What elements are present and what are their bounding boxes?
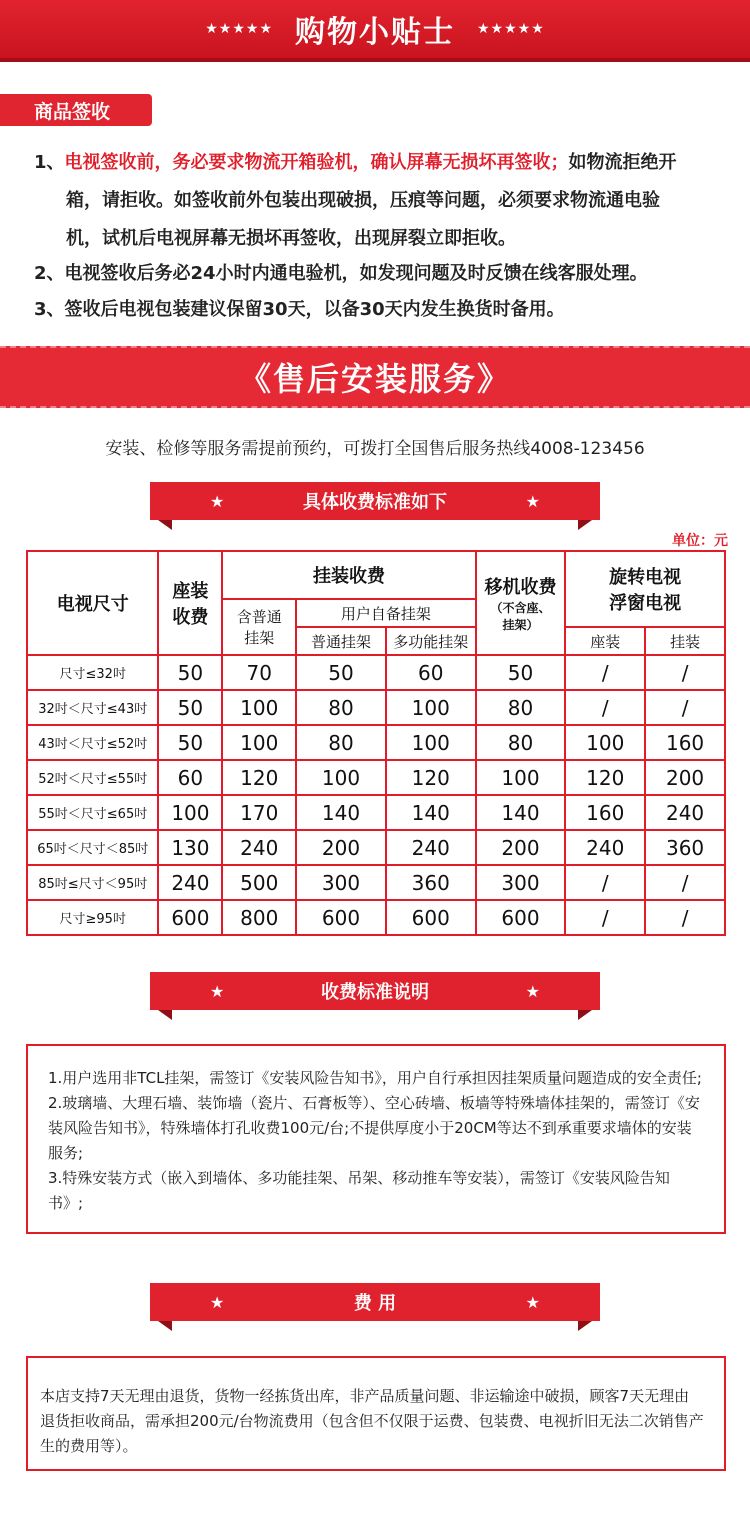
- item1-prefix: 1、: [34, 152, 65, 173]
- cell-rot-seat: 120: [565, 760, 645, 795]
- cell-wall-std: 170: [222, 795, 296, 830]
- cell-install: 50: [158, 655, 222, 690]
- table-row: [27, 725, 725, 760]
- header-wall-multi: 多功能挂架: [386, 627, 476, 655]
- ribbon-label: 费 用: [353, 1293, 397, 1314]
- cell-size: 55吋＜尺寸≤65吋: [27, 795, 158, 830]
- cell-normal: 600: [296, 900, 386, 935]
- item1-rest: 如物流拒绝开: [568, 152, 677, 173]
- receipt-item-1: [34, 144, 724, 258]
- cell-size: 32吋＜尺寸≤43吋: [27, 690, 158, 725]
- star-icon: ★: [210, 982, 225, 1001]
- cell-normal: 80: [296, 725, 386, 760]
- cell-normal: 50: [296, 655, 386, 690]
- cell-rot-wall: /: [645, 865, 725, 900]
- header-size: 电视尺寸: [27, 551, 158, 655]
- cell-rot-wall: 200: [645, 760, 725, 795]
- header-wall-std: [222, 599, 296, 655]
- header-install-line1: 座装: [172, 581, 209, 602]
- top-banner: [0, 0, 750, 62]
- star-icon: ★: [525, 982, 540, 1001]
- cell-multi: 120: [386, 760, 476, 795]
- star-icon: ★: [525, 1293, 540, 1312]
- cell-rot-seat: /: [565, 690, 645, 725]
- cell-install: 600: [158, 900, 222, 935]
- cell-size: 尺寸≥95吋: [27, 900, 158, 935]
- header-rotate: [565, 551, 725, 627]
- cell-move: 200: [476, 830, 566, 865]
- ribbon-fee-standard: [150, 482, 600, 530]
- cell-rot-wall: /: [645, 900, 725, 935]
- cell-wall-std: 240: [222, 830, 296, 865]
- header-rotate-line2: 浮窗电视: [609, 593, 682, 614]
- ribbon-cost: [150, 1283, 600, 1331]
- header-wall: 挂装收费: [222, 551, 475, 599]
- cell-install: 130: [158, 830, 222, 865]
- header-rotate-seat: 座装: [565, 627, 645, 655]
- unit-label: 单位：元: [672, 533, 728, 549]
- table-row: [27, 795, 725, 830]
- header-rotate-wall: 挂装: [645, 627, 725, 655]
- cell-multi: 240: [386, 830, 476, 865]
- header-move-label: 移机收费: [484, 577, 557, 598]
- cell-install: 50: [158, 725, 222, 760]
- header-wall-std-line2: 挂架: [244, 629, 275, 647]
- star-icon: ★: [210, 492, 225, 511]
- header-install: [158, 551, 222, 655]
- ribbon-label: 收费标准说明: [321, 982, 429, 1003]
- cell-size: 65吋＜尺寸＜85吋: [27, 830, 158, 865]
- receipt-item-2: 2、电视签收后务必24小时内通电验机，如发现问题及时反馈在线客服处理。: [34, 263, 648, 284]
- header-install-line2: 收费: [172, 607, 209, 628]
- cost-box: [26, 1356, 726, 1471]
- cell-wall-std: 70: [222, 655, 296, 690]
- fee-table: [26, 550, 726, 936]
- cell-rot-wall: 360: [645, 830, 725, 865]
- header-wall-normal: 普通挂架: [296, 627, 386, 655]
- note-2: 2.玻璃墙、大理石墙、装饰墙（瓷片、石膏板等）、空心砖墙、板墙等特殊墙体挂架的，需签订《安装风险告知书》，特殊墙体打孔收费100元/台;不提供厚度小于20CM等达不到承重要求墙体的安装服务;: [48, 1094, 700, 1162]
- cell-install: 240: [158, 865, 222, 900]
- cell-rot-seat: /: [565, 900, 645, 935]
- cell-rot-wall: /: [645, 655, 725, 690]
- header-move-note-line1: （不含座、: [490, 601, 551, 615]
- table-row: [27, 830, 725, 865]
- cell-move: 140: [476, 795, 566, 830]
- table-row: [27, 865, 725, 900]
- ribbon-fee-explain: [150, 972, 600, 1020]
- cell-rot-seat: 160: [565, 795, 645, 830]
- cell-move: 100: [476, 760, 566, 795]
- cell-normal: 300: [296, 865, 386, 900]
- cell-normal: 80: [296, 690, 386, 725]
- cell-size: 43吋＜尺寸≤52吋: [27, 725, 158, 760]
- receipt-tag: 商品签收: [0, 94, 152, 126]
- cell-multi: 600: [386, 900, 476, 935]
- cell-wall-std: 100: [222, 725, 296, 760]
- note-3: 3.特殊安装方式（嵌入到墙体、多功能挂架、吊架、移动推车等安装），需签订《安装风险告知书》;: [48, 1169, 670, 1212]
- cell-install: 100: [158, 795, 222, 830]
- cell-rot-seat: /: [565, 865, 645, 900]
- cell-rot-wall: /: [645, 690, 725, 725]
- cell-multi: 100: [386, 690, 476, 725]
- service-title-band: [0, 346, 750, 408]
- header-wall-own: 用户自备挂架: [296, 599, 475, 627]
- ribbon-label: 具体收费标准如下: [303, 492, 447, 513]
- header-move-note-line2: 挂架）: [502, 618, 539, 632]
- cell-install: 50: [158, 690, 222, 725]
- cell-move: 300: [476, 865, 566, 900]
- star-icon: ★: [210, 1293, 225, 1312]
- cell-move: 80: [476, 725, 566, 760]
- cell-multi: 100: [386, 725, 476, 760]
- cell-multi: 140: [386, 795, 476, 830]
- cell-move: 600: [476, 900, 566, 935]
- cell-wall-std: 100: [222, 690, 296, 725]
- cell-rot-seat: 100: [565, 725, 645, 760]
- note-1: 1.用户选用非TCL挂架，需签订《安装风险告知书》，用户自行承担因挂架质量问题造成的安全责任;: [48, 1069, 702, 1087]
- cell-install: 60: [158, 760, 222, 795]
- table-row: [27, 655, 725, 690]
- cell-rot-wall: 240: [645, 795, 725, 830]
- cell-wall-std: 120: [222, 760, 296, 795]
- header-rotate-line1: 旋转电视: [609, 567, 682, 588]
- header-wall-std-line1: 含普通: [236, 608, 282, 626]
- cell-rot-seat: 240: [565, 830, 645, 865]
- cell-multi: 60: [386, 655, 476, 690]
- star-icon: ★: [525, 492, 540, 511]
- stars-right: ★★★★★: [477, 21, 545, 37]
- cell-rot-seat: /: [565, 655, 645, 690]
- cell-size: 85吋≤尺寸＜95吋: [27, 865, 158, 900]
- table-row: [27, 760, 725, 795]
- cell-move: 50: [476, 655, 566, 690]
- cell-rot-wall: 160: [645, 725, 725, 760]
- stars-left: ★★★★★: [205, 21, 273, 37]
- cell-wall-std: 800: [222, 900, 296, 935]
- service-title: 《售后安装服务》: [238, 360, 511, 398]
- item1-warning: 电视签收前，务必要求物流开箱验机，确认屏幕无损坏再签收；: [64, 152, 569, 173]
- cell-wall-std: 500: [222, 865, 296, 900]
- cell-normal: 140: [296, 795, 386, 830]
- cell-multi: 360: [386, 865, 476, 900]
- page-title: 购物小贴士: [295, 15, 455, 50]
- cell-normal: 100: [296, 760, 386, 795]
- receipt-item-3: 3、签收后电视包装建议保留30天，以备30天内发生换货时备用。: [34, 299, 565, 320]
- cell-move: 80: [476, 690, 566, 725]
- cell-size: 尺寸≤32吋: [27, 655, 158, 690]
- item1-line2: 箱，请拒收。如签收前外包装出现破损，压痕等问题，必须要求物流通电验: [66, 190, 660, 211]
- cell-size: 52吋＜尺寸≤55吋: [27, 760, 158, 795]
- cell-normal: 200: [296, 830, 386, 865]
- header-move: [476, 551, 566, 655]
- cost-text: 本店支持7天无理由退货，货物一经拣货出库，非产品质量问题、非运输途中破损，顾客7天无理由退货拒收商品，需承担200元/台物流费用（包含但不仅限于运费、包装费、电视折旧无法二次销售产生的费用等）。: [40, 1387, 704, 1455]
- item1-line3: 机，试机后电视屏幕无损坏再签收，出现屏裂立即拒收。: [66, 228, 516, 249]
- fee-notes-box: [26, 1044, 726, 1234]
- hotline-text: 安装、检修等服务需提前预约，可拨打全国售后服务热线4008-123456: [105, 439, 645, 459]
- table-row: [27, 900, 725, 935]
- table-row: [27, 690, 725, 725]
